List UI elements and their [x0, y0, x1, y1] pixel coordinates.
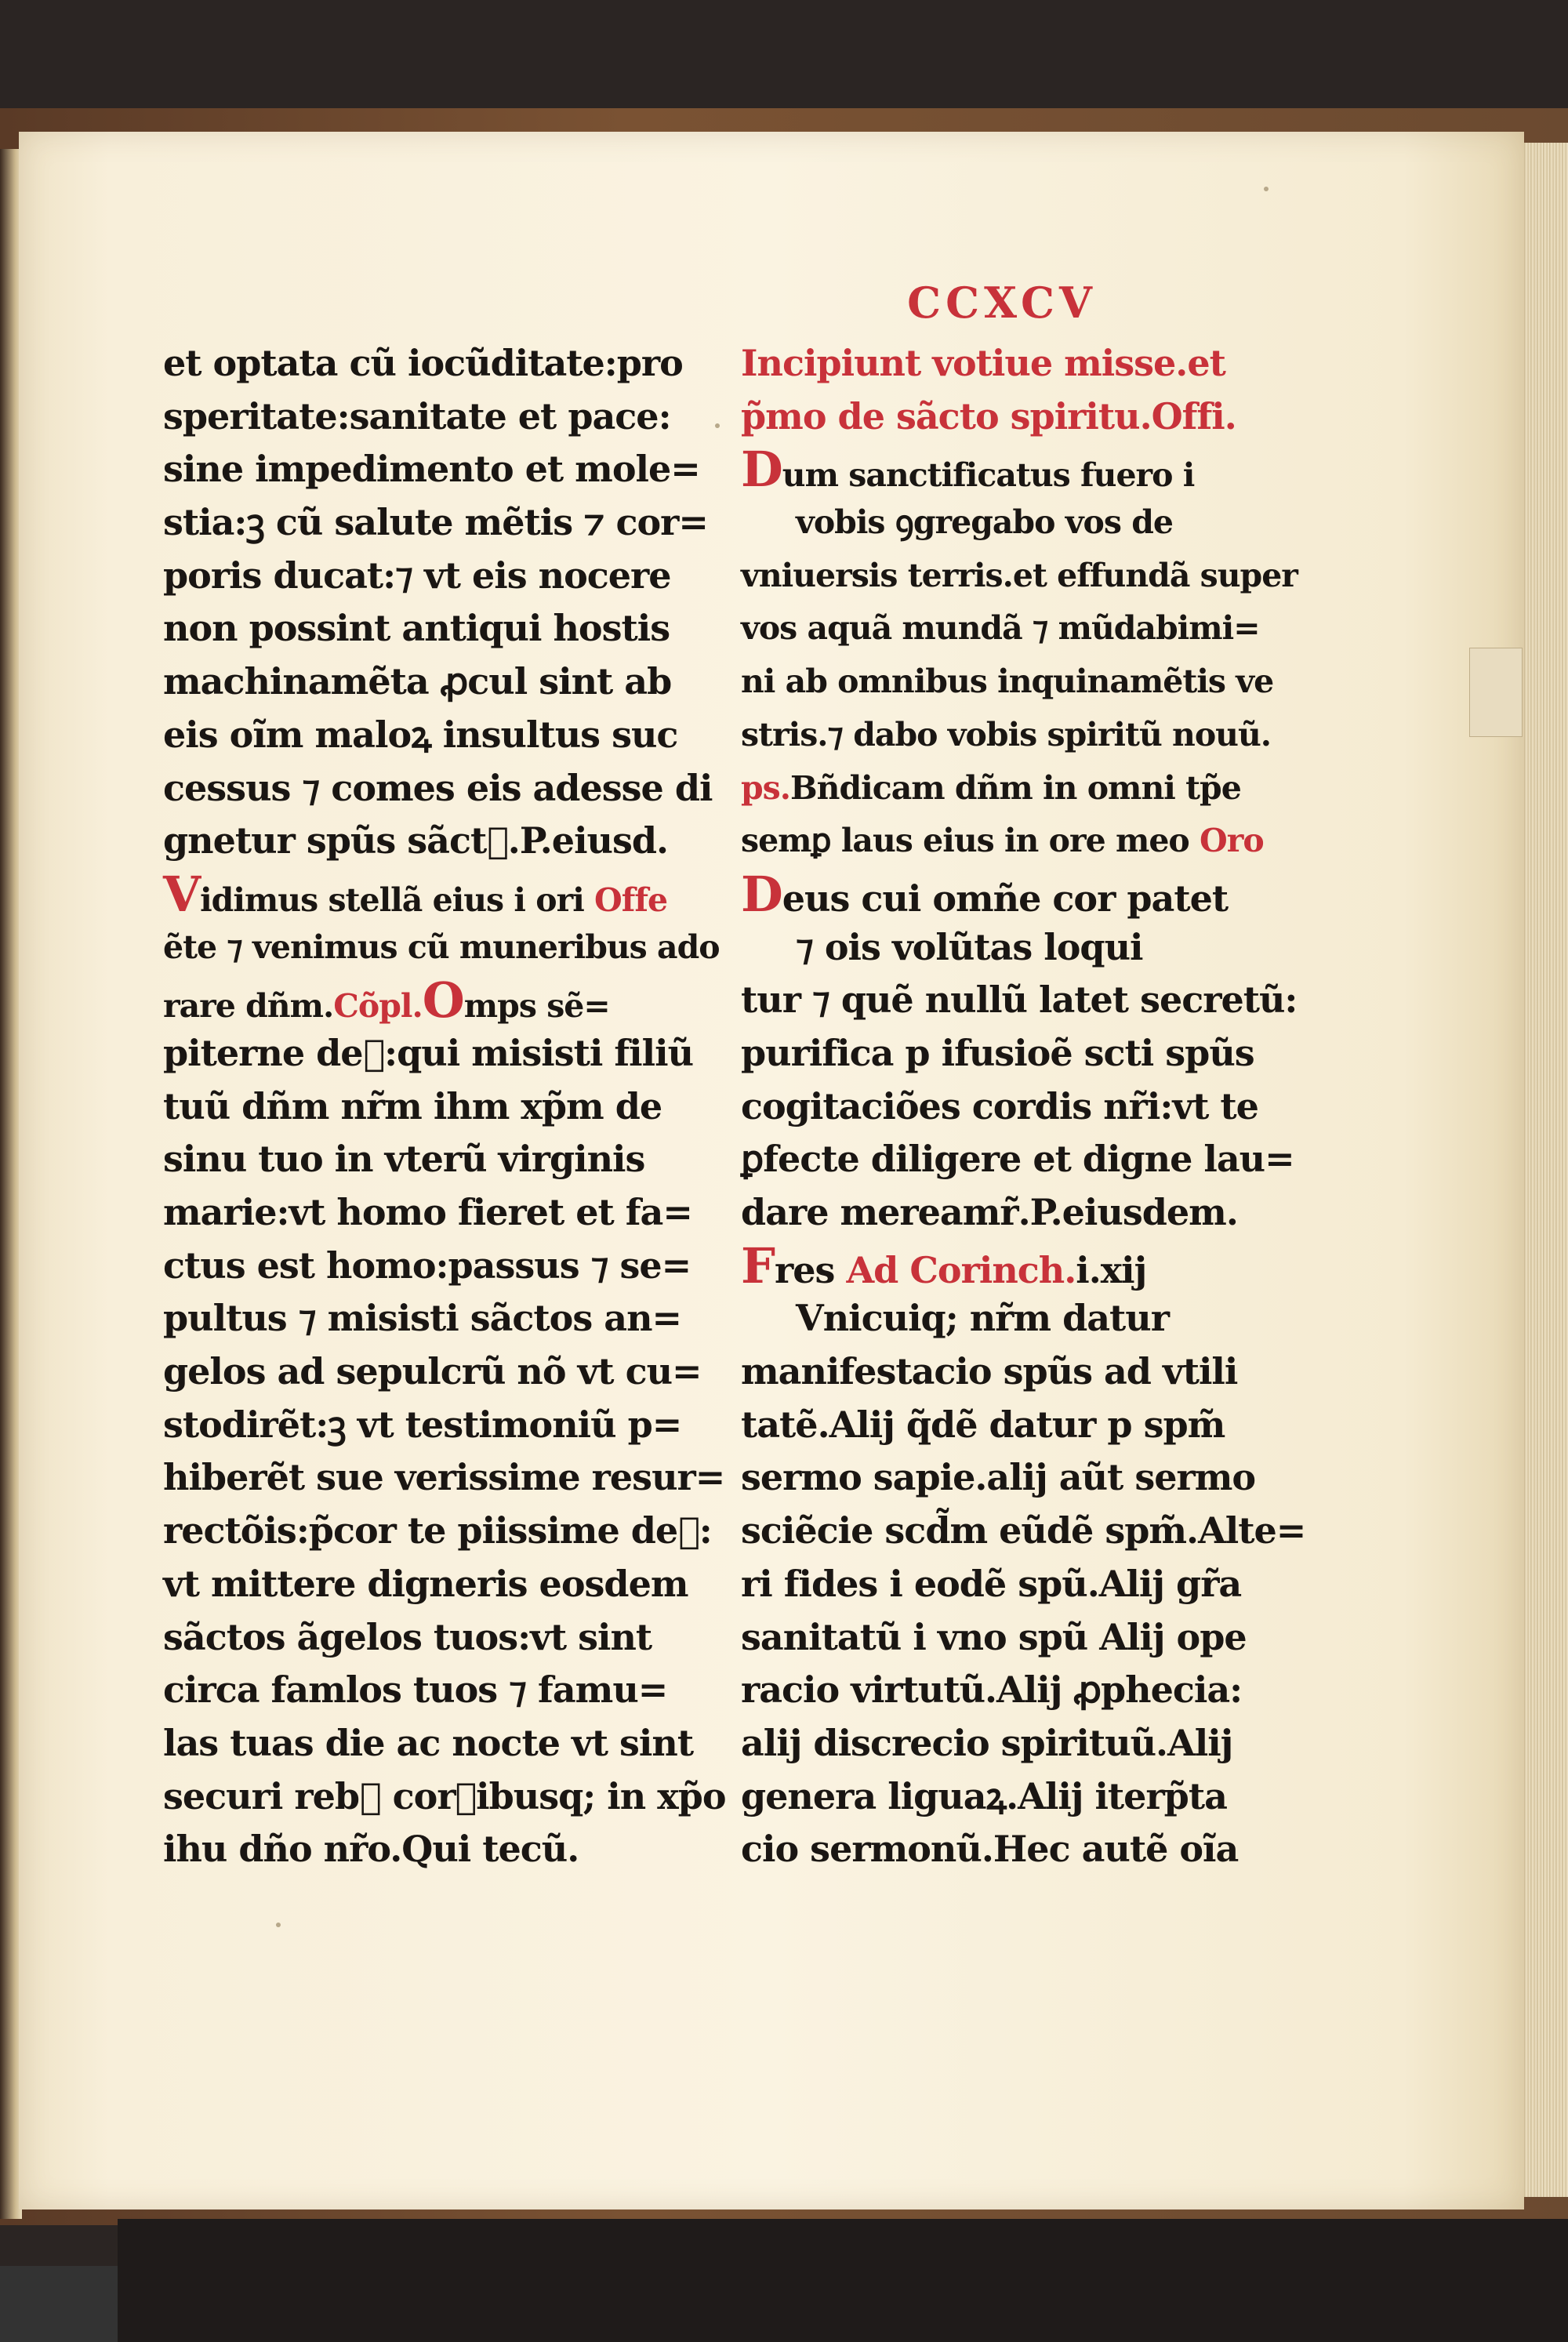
rubric-heading: Incipiunt votiue misse.et [741, 342, 1225, 384]
text-line: tatẽ.Alij q̃dẽ datur p spm̃ [741, 1403, 1225, 1446]
text-line: vt mittere digneris eosdem [163, 1562, 688, 1605]
text-line-rubricated [741, 815, 1264, 868]
text-line: sãctos ãgelos tuos:vt sint [163, 1615, 652, 1658]
book-stand [118, 2219, 1568, 2342]
text-line: vos aquã mundã ⁊ mũdabimi= [741, 609, 1260, 648]
text-line: ⁊ ois volũtas loqui [796, 925, 1143, 968]
text-line: piterne de᷒:qui misisti filiũ [163, 1031, 694, 1074]
text-line: dare mereamr̃.P.eiusdem. [741, 1191, 1238, 1233]
paper-speck [1264, 187, 1269, 191]
text-line: sciẽcie scd̃m eũdẽ spm̃.Alte= [741, 1509, 1306, 1552]
text-line: cessus ⁊ comes eis adesse di [163, 766, 713, 809]
text-line: speritate:sanitate et pace: [163, 394, 671, 438]
red-rubric: ps. [741, 768, 791, 807]
text-line: et optata cũ iocũditate:pro [163, 342, 683, 384]
text-line: ihu dño nr̃o.Qui tecũ. [163, 1828, 579, 1871]
text-line: tur ⁊ quẽ nullũ latet secretũ: [741, 979, 1298, 1022]
text-line: gelos ad sepulcrũ nõ vt cu= [163, 1350, 702, 1393]
text-line: stris.⁊ dabo vobis spiritũ nouũ. [741, 715, 1272, 753]
text-line-rubricated [741, 1236, 1215, 1294]
text-line: stodirẽt:ꝫ vt testimoniũ p= [163, 1403, 682, 1446]
red-rubric: Offe [594, 881, 668, 919]
text-line: alij discrecio spirituũ.Alij [741, 1721, 1233, 1764]
text-line: cogitaciões cordis nr̃i:vt te [741, 1084, 1258, 1127]
line-body: mps sẽ= [463, 987, 610, 1026]
red-initial: O [422, 971, 464, 1029]
text-line: vniuersis terris.et effundã super [741, 556, 1298, 594]
line-body: um sanctificatus fuero i [782, 456, 1195, 495]
line-body: Bñdicam dñm in omni tp̃e [790, 768, 1241, 807]
text-line: racio virtutũ.Alij ꝓphecia: [741, 1668, 1243, 1712]
text-line: non possint antiqui hostis [163, 607, 670, 650]
red-initial: V [163, 865, 201, 923]
text-line: marie:vt homo fieret et fa= [163, 1191, 692, 1233]
line-body: i.xij [1076, 1248, 1147, 1291]
text-line: gnetur spũs sãct᷒.P.eiusd. [163, 819, 669, 862]
line-body: rare dñm. [163, 987, 334, 1026]
text-line: ni ab omnibus inquinamẽtis ve [741, 663, 1274, 701]
text-line: genera liguaꝝ.Alij iterp̃ta [741, 1774, 1227, 1817]
text-line-rubricated [741, 865, 1229, 923]
text-line: vobis ꝯgregabo vos de [796, 503, 1173, 542]
red-initial: D [741, 441, 782, 499]
text-line: sermo sapie.alij aũt sermo [741, 1456, 1256, 1499]
page-fore-edge [1524, 143, 1568, 2197]
paper-speck [276, 1923, 281, 1927]
line-body: eus cui omñe cor patet [782, 877, 1229, 920]
page-tab-marker [1469, 648, 1523, 737]
line-body: res [775, 1248, 847, 1291]
text-line: cio sermonũ.Hec autẽ oĩa [741, 1828, 1239, 1871]
text-line: ꝑfecte diligere et digne lau= [741, 1138, 1294, 1181]
text-line: circa famlos tuos ⁊ famu= [163, 1668, 668, 1712]
text-line-rubricated [163, 865, 668, 923]
folio-number: CCXCV [907, 278, 1097, 328]
rubric-heading: p̃mo de sãcto spiritu.Offi. [741, 394, 1236, 438]
text-line: Vnicuiq; nr̃m datur [796, 1297, 1169, 1340]
text-line: ẽte ⁊ venimus cũ muneribus ado [163, 928, 720, 966]
red-rubric: Ad Corinch. [846, 1248, 1076, 1291]
text-line-rubricated [741, 762, 1241, 815]
text-line: hiberẽt sue verissime resur= [163, 1456, 725, 1499]
text-line: sine impedimento et mole= [163, 448, 700, 491]
paper-speck [715, 423, 720, 428]
text-line: stia:ꝫ cũ salute mẽtis ⁊ cor= [163, 501, 708, 544]
text-line-rubricated [163, 971, 659, 1029]
text-line: eis oĩm maloꝝ insultus suc [163, 713, 678, 756]
text-line: ctus est homo:passus ⁊ se= [163, 1244, 691, 1287]
text-line-rubricated [741, 441, 1215, 499]
text-line: sinu tuo in vterũ virginis [163, 1138, 645, 1181]
left-text-column [163, 337, 726, 1876]
right-text-column [741, 337, 1306, 1876]
text-line: machinamẽta ꝓcul sint ab [163, 660, 672, 703]
text-line: las tuas die ac nocte vt sint [163, 1721, 694, 1764]
red-rubric: Cõpl. [333, 987, 423, 1026]
text-line: securi reb᷒ corꝑibusq; in xp̃o [163, 1774, 726, 1817]
text-line: poris ducat:⁊ vt eis nocere [163, 554, 671, 597]
line-body: idimus stellã eius i ori [200, 881, 595, 919]
line-body: semꝑ laus eius in ore meo [741, 822, 1200, 860]
text-line: sanitatũ i vno spũ Alij ope [741, 1615, 1247, 1658]
text-line: manifestacio spũs ad vtili [741, 1350, 1238, 1393]
text-line: tuũ dñm nr̃m ihm xp̃m de [163, 1084, 662, 1127]
text-line: purifica p ifusioẽ scti spũs [741, 1031, 1254, 1074]
text-line: ri fides i eodẽ spũ.Alij gr̃a [741, 1562, 1242, 1605]
text-line: pultus ⁊ misisti sãctos an= [163, 1297, 682, 1340]
color-target [0, 2266, 118, 2342]
text-line: rectõis:p̃cor te piissime de᷒: [163, 1509, 712, 1552]
red-initial: D [741, 865, 782, 923]
red-rubric: Oro [1200, 822, 1264, 860]
red-initial: F [741, 1236, 775, 1294]
